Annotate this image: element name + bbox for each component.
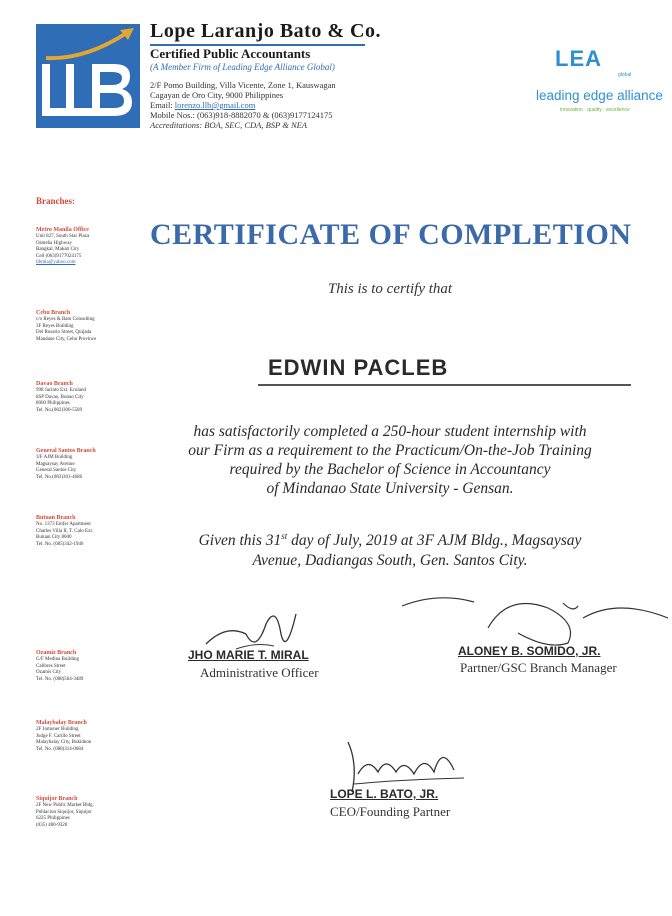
branch-line: Osmeña Highway [36,240,72,246]
lea-global: global [618,72,632,78]
accreditations: Accreditations: BOA, SEC, CDA, BSP & NEA [150,120,307,130]
signatory-name-somido: ALONEY B. SOMIDO, JR. [458,644,601,658]
body-line: required by the Bachelor of Science in Accountancy [229,461,551,478]
branch-general-santos [36,447,136,481]
given-statement [140,526,640,571]
branch-name: Malaybalay Branch [36,720,87,726]
branch-line: No. 1373 Emfer Apartment [36,522,91,527]
branch-line: Charles Villa II, T. Calo Ext. [36,528,94,534]
address-line-2: Cagayan de Oro City, 9000 Philippines [150,90,284,100]
branches-title: Branches: [36,196,75,206]
address-line-1: 2/F Pomo Building, Villa Vicente, Zone 1, Kauswagan [150,80,336,90]
signatory-role-somido: Partner/GSC Branch Manager [460,660,617,675]
member-firm-note: (A Member Firm of Leading Edge Alliance Global) [150,62,335,72]
branch-line: Mandaue City, Cebu Province [36,336,97,342]
recipient-underline [258,384,631,386]
signatory-name-bato: LOPE L. BATO, JR. [330,787,439,801]
firm-name: Lope Laranjo Bato & Co. [150,20,381,42]
branch-line: G/F Medina Building [36,657,80,662]
body-line: of Mindanao State University - Gensan. [266,480,514,497]
branch-malaybalay [36,719,136,753]
given-rest: day of July, 2019 at 3F AJM Bldg., Magsaysay [287,532,582,550]
branch-line: 3F Reyes Building [36,323,74,329]
lea-name: leading edge alliance [536,88,663,103]
branch-line: Tel. No. (088)564-3489 [36,676,84,682]
branch-line: Judge F. Carillo Street [36,733,81,739]
branch-line: (035) 480-9320 [36,822,68,828]
email-label: Email: [150,100,173,110]
firm-subtitle: Certified Public Accountants [150,46,311,61]
branch-line: Calibres Street [36,663,66,669]
branch-line: Tel. No.(083)301-4686 [36,474,83,480]
firm-logo [36,24,140,128]
branch-ozamiz [36,649,136,683]
branch-line: Tel. No. (088)314-0684 [36,746,84,752]
branch-line: Bangkal, Makati City [36,247,80,252]
signatory-name-miral: JHO MARIE T. MIRAL [188,648,309,662]
branch-line: Del Rosario Street, Quijada [36,330,92,335]
given-line-2: Avenue, Dadiangas South, Gen. Santos City. [252,552,528,570]
branch-line: 8000 Philippines [36,401,70,406]
body-line: has satisfactorily completed a 250-hour student internship with [193,423,587,440]
branch-name: Metro Manila Office [36,227,89,233]
certificate-title: CERTIFICATE OF COMPLETION [150,218,632,251]
given-prefix: Given this 31 [198,532,282,550]
branch-name: General Santos Branch [36,448,96,454]
branch-name: Cebu Branch [36,310,71,316]
given-line-1 [140,526,640,551]
branch-name: Siquijor Branch [36,796,78,802]
branch-line: Malaybalay City, Bukidnon [36,740,92,745]
branch-email-link[interactable]: llbmla@yahoo.com [36,260,76,265]
email-link[interactable]: lorenzo.llb@gmail.com [174,100,256,110]
llb-logo-icon [36,24,140,128]
branch-line: Tel. No. (085)342-1946 [36,541,84,547]
branch-siquijor [36,795,136,829]
branch-line: 8SP Davao, Bunao City [36,394,84,400]
signatory-role-bato: CEO/Founding Partner [330,804,451,819]
branch-line: 6225 Philippines [36,816,70,821]
branch-line: Ozamis City [36,670,62,675]
branch-line: Unit 827, South Star Plaza [36,234,90,239]
certify-line: This is to certify that [327,281,453,297]
branch-line: 3/F AJM Building [36,455,73,460]
lea-tagline: innovation · quality · excellence [560,107,630,113]
branch-name: Ozamiz Branch [36,650,77,656]
branch-line: 2F New Public Market Bldg. [36,803,94,808]
branch-line: c/o Reyes & Bato Consulting [36,317,95,322]
certificate-body [130,422,650,498]
branch-line: 998 Jacinto Ext. Ecoland [36,388,86,393]
branch-line: 2F Jomoner Building [36,727,79,732]
email-line [150,100,255,110]
branch-line: Butuan City 8600 [36,535,72,540]
branch-butuan [36,514,136,548]
branch-name: Butuan Branch [36,515,76,521]
branch-line: Poblacion Siquijor, Siquijor [36,809,92,815]
branch-line: General Santos City [36,468,77,473]
branch-davao [36,380,136,414]
recipient-name: EDWIN PACLEB [268,355,449,380]
branch-metro-manila [36,226,136,267]
mobile-numbers: Mobile Nos.: (063)918-8882070 & (063)9177124175 [150,110,333,120]
branch-line: Tel. No.(082)300-5589 [36,407,83,413]
lea-brand: LEA [555,46,602,71]
branch-name: Davao Branch [36,381,73,387]
branch-line: Magsaysay Avenue [36,461,75,467]
body-line: our Firm as a requirement to the Practicum/On-the-Job Training [188,442,592,459]
branch-line: Cell (063)9177024175 [36,253,82,259]
given-ordinal: st [281,531,288,541]
signatory-role-miral: Administrative Officer [200,665,319,680]
branch-cebu [36,309,136,343]
